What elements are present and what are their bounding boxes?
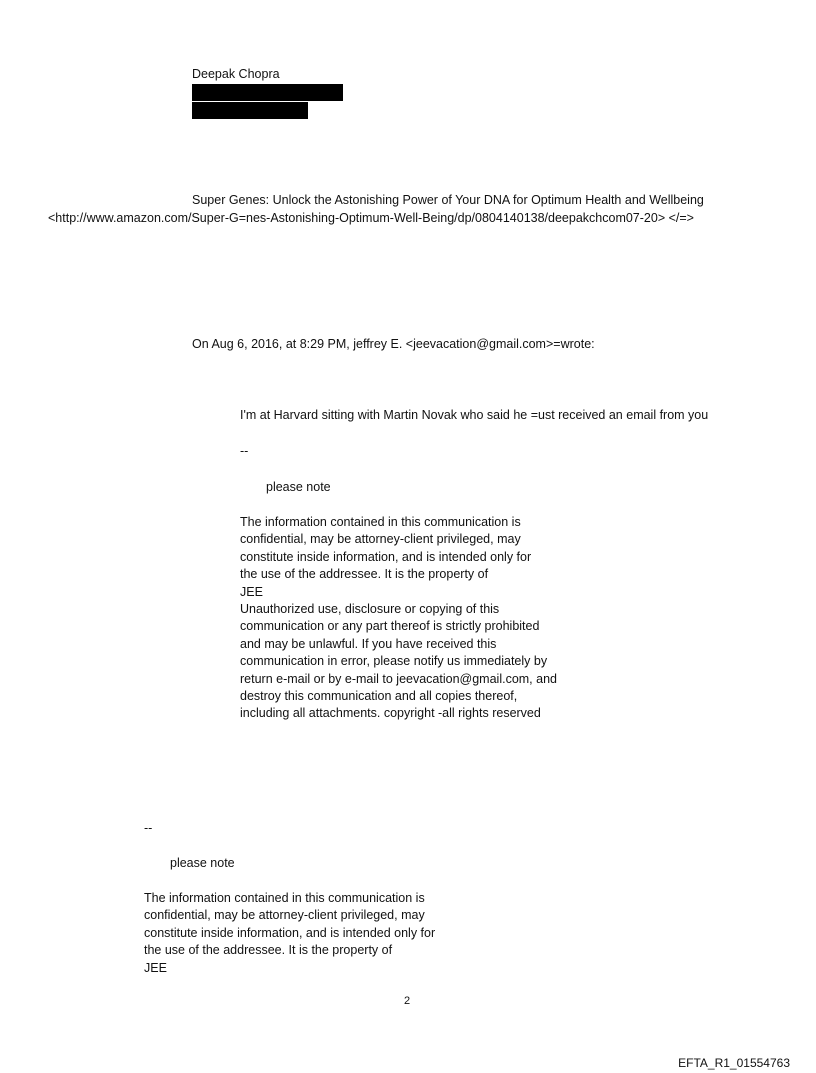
disclaimer-line: return e-mail or by e-mail to jeevacation@gmail.com, and [240,671,557,686]
disclaimer-line: destroy this communication and all copies thereof, [240,688,518,703]
outer-note-heading: please note [170,856,235,870]
disclaimer-line: JEE [240,584,263,599]
disclaimer-line: including all attachments. copyright -all rights reserved [240,706,541,721]
disclaimer-line: the use of the addressee. It is the property of [240,567,489,582]
disclaimer-line: confidential, may be attorney-client privileged, may [240,532,521,547]
disclaimer-line: confidential, may be attorney-client privileged, may [144,908,425,923]
book-link[interactable]: <http://www.amazon.com/Super-G=nes-Astonishing-Optimum-Well-Being/dp/0804140138/deepakchcom07-20> </=> [48,211,694,225]
outer-disclaimer [144,890,435,977]
disclaimer-line: The information contained in this communication is [144,891,425,905]
quote-attribution: On Aug 6, 2016, at 8:29 PM, jeffrey E. <jeevacation@gmail.com>=wrote: [192,337,595,351]
disclaimer-line: The information contained in this communication is [240,515,521,529]
disclaimer-line: and may be unlawful. If you have received this [240,636,497,651]
page-number: 2 [404,995,411,1007]
book-title: Super Genes: Unlock the Astonishing Power of Your DNA for Optimum Health and Wellbeing [192,193,704,207]
redacted-block [192,102,308,119]
sender-name: Deepak Chopra [192,67,280,81]
disclaimer-line: JEE [144,960,167,975]
redacted-block [192,84,343,101]
quoted-note-heading: please note [266,480,331,494]
disclaimer-line: constitute inside information, and is intended only for [144,925,436,940]
disclaimer-line: the use of the addressee. It is the property of [144,943,393,958]
quoted-disclaimer [240,514,557,723]
disclaimer-line: constitute inside information, and is intended only for [240,549,532,564]
disclaimer-line: communication or any part thereof is strictly prohibited [240,619,540,634]
bates-number: EFTA_R1_01554763 [678,1056,790,1070]
quoted-separator: -- [240,444,249,458]
disclaimer-line: communication in error, please notify us immediately by [240,654,548,669]
outer-separator: -- [144,821,153,835]
disclaimer-line: Unauthorized use, disclosure or copying of this [240,601,500,616]
quoted-message-body: I'm at Harvard sitting with Martin Novak who said he =ust received an email from you [240,408,709,422]
